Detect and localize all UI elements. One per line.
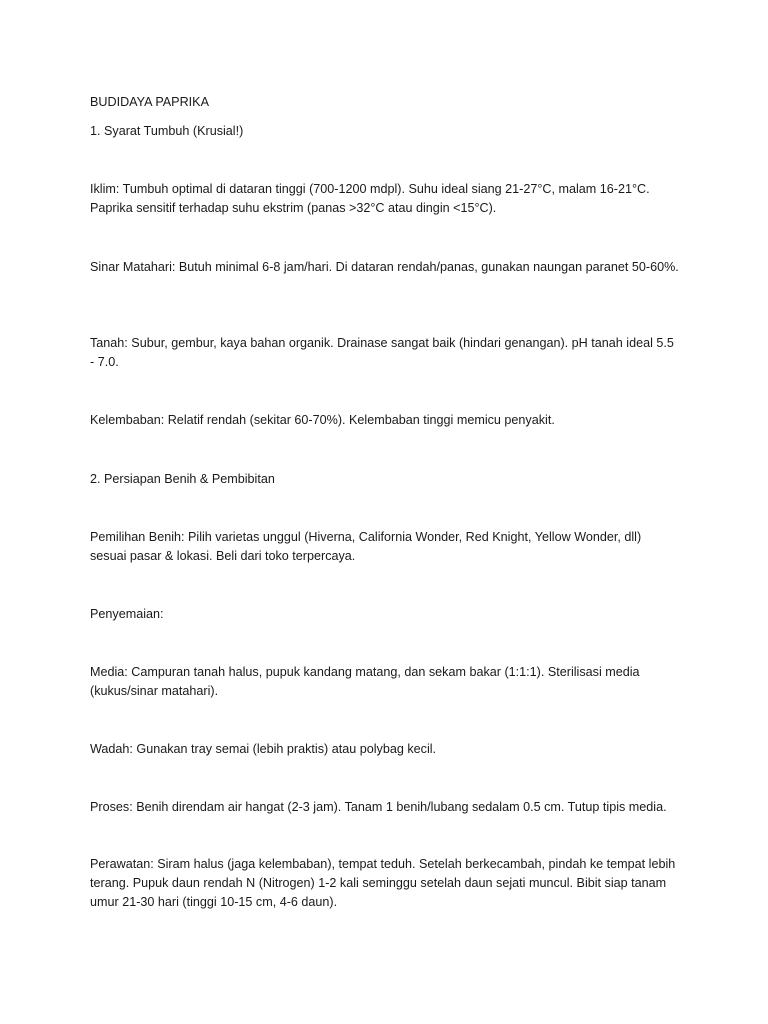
paragraph-pemilihan-benih: Pemilihan Benih: Pilih varietas unggul (Hiverna, California Wonder, Red Knight, Yellow Wonder, dll) sesuai pasar & lokasi. Beli dari toko terpercaya. — [90, 530, 642, 563]
document-title: BUDIDAYA PAPRIKA — [90, 95, 209, 109]
paragraph-media: Media: Campuran tanah halus, pupuk kandang matang, dan sekam bakar (1:1:1). Sterilisasi media (kukus/sinar matahari). — [90, 665, 640, 698]
paragraph-iklim: Iklim: Tumbuh optimal di dataran tinggi (700-1200 mdpl). Suhu ideal siang 21-27°C, malam 16-21°C. Paprika sensitif terhadap suhu ekstrim (panas >32°C atau dingin <15°C). — [90, 182, 650, 215]
paragraph-kelembaban: Kelembaban: Relatif rendah (sekitar 60-70%). Kelembaban tinggi memicu penyakit. — [90, 413, 555, 427]
paragraph-tanah: Tanah: Subur, gembur, kaya bahan organik. Drainase sangat baik (hindari genangan). pH tanah ideal 5.5 - 7.0. — [90, 336, 674, 369]
paragraph-wadah: Wadah: Gunakan tray semai (lebih praktis) atau polybag kecil. — [90, 742, 437, 756]
paragraph-sinar-matahari: Sinar Matahari: Butuh minimal 6-8 jam/hari. Di dataran rendah/panas, gunakan naungan paranet 50-60%. — [90, 260, 679, 274]
paragraph-penyemaian: Penyemaian: — [90, 607, 164, 621]
paragraph-proses: Proses: Benih direndam air hangat (2-3 jam). Tanam 1 benih/lubang sedalam 0.5 cm. Tutup tipis media. — [90, 800, 667, 814]
section-heading-syarat-tumbuh: 1. Syarat Tumbuh (Krusial!) — [90, 124, 244, 138]
paragraph-perawatan: Perawatan: Siram halus (jaga kelembaban), tempat teduh. Setelah berkecambah, pindah ke tempat lebih terang. Pupuk daun rendah N (Nitrogen) 1-2 kali seminggu setelah daun sejati muncul. Bibit siap tanam umur 21-30 hari (tinggi 10-15 cm, 4-6 daun). — [90, 857, 676, 909]
section-heading-persiapan-benih: 2. Persiapan Benih & Pembibitan — [90, 472, 275, 486]
